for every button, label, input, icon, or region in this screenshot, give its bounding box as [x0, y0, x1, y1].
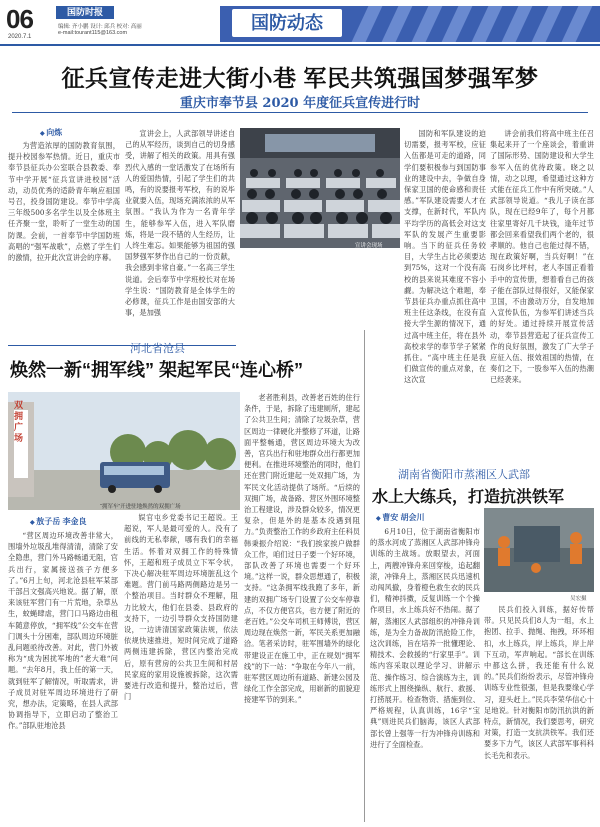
story2-photo [8, 392, 240, 510]
lead-column-4: 国防和军队建设的迫切需要，报考军校，应征入伍都是可走的道路，同学们要积极参与到国防事业的建设中去，争做自身保家卫国的使命感和责任感。”军队建设需要人才在支撑，在新时代，军队内平均学历的高低会对这支军队的发展产生重要影响。当下的征兵任务较目，大学生占比必须要达到75%，这对一个没有高校的县来说其难度不容小觑。为解决这个难题，奉节县征兵办重点抓住高中班主任这条线，在没有直接大学生源的情况下，通过高中班主任，将在县外高校求学的奉节学子紧紧抓住。“高中班主任是我们做宣传的重点对象，在这次宣 [404, 129, 486, 385]
story3-photo [484, 508, 594, 592]
lead-photo-caption: 宣讲会现场 [355, 243, 383, 249]
lead-column-2: 宣讲会上，人武部领导讲述自己的从军经历，谈到自己的切身感受，讲解了相关的政策。用具有强烈代入感的一堂话激发了在场所有人的爱国热情，引起了学生们的共鸣，有的说要报考军校，有的说毕业就要入伍，现场充满浓浓的从军氛围。“我认为作为一名青年学生，能够参军入伍，进入军队磨炼，将是一段不错的人生经历，让人终生难忘。如果能够为祖国的强国梦强军梦作出自己的一份贡献，我会感到非常自豪。”一名高三学生说道。会后奉节中学班校长对在场学生说：“国防教育是全体学生的必修课，征兵工作是由国安部的大事，是加强 [125, 129, 235, 318]
story2-headline: 焕然一新“拥军线” 架起军民“连心桥” [10, 360, 303, 380]
story3-byline: ◆ 曹安 胡会川 [376, 512, 425, 523]
issue-date: 2020.7.1 [8, 34, 32, 40]
column-divider [364, 330, 365, 822]
paper-logo: 国防时报 [56, 6, 114, 19]
contact-email: e-mail:tourant115@163.com [58, 30, 128, 36]
story2-column-3: 老者胜利县，改善老百姓的住行条件，于是，拆除了违建厕所，建起了公共卫生间；清除了垃圾杂草，营区周边一律硬化并整修了环道，让路面平整畅通，营区周边环境大为改善，官兵出行和驻地群众出行都更加便利。在推进环境整治的同时，他们还在营门附近建起一处双拥广场，为军民文化活动提供了场所。“后续的双拥广场，战备路、营区外围环境整治工程建设，涉及群众较多，情况更复杂，但是外的是基本没遇到阻力。”负责整治工作的乡政府主任科员韩秉振介绍说：“我们挨家挨户做群众工作，咱们过日子要一个好环境，部队改善了环境也需要一个好环境。”这样一说，群众思想通了，积极支持。“这条拥军线我跑了多年，新建的双拥广场专门设置了公交车停靠点，不仅方便官兵，也方便了附近的老百姓。”公交车司机王师傅说，营区周边现在焕然一新，军民关系更加融洽。笔者采访时，驻军围墙外的绿化带建设正在施工中，正在规划“拥军线”的下一站：“争取在今年八一前，驻军营区周边所有道路、新建公园及绿化工作全部完成，用崭新的面貌迎接建军节的到来。” [244, 393, 360, 705]
square-sign: 双拥广场 [14, 400, 24, 443]
story2-photo-caption: “拥军车”开进驻地焕然的双拥广场 [100, 504, 181, 510]
story2-byline: ◆ 敖子岳 李金良 [30, 516, 87, 527]
header-rule [0, 44, 600, 46]
story2-kicker: 河北省沧县 [130, 343, 185, 355]
lead-column-5: 讲会前我们将高中班主任召集起来开了一个座谈会，着重讲了国际形势、国防建设和大学生参军入伍的优待政策。晓之以情，动之以理，希望通过这种方式能在征兵工作中有所突破。”人武部领导说道。“我儿子读在部队，现在已经9年了，每个月都往家里寄好几千块钱，逢年过节都会回来看望我们两个老的，很孝顺的。他自己也能过得不错，现在政策好啊，当兵好啊！”在石岗乡比坪村，老人李国正看着手中的宣传册，想着看自己的孩子能在部队过得很好，又能保家卫国，不由激动万分，自发地加入宣传队伍，为参军们讲述当兵的好处。通过持续开展宣传活动，奉节县营造起了征兵宣传工作的良好氛围，激发了广大学子应征入伍、报效祖国的热情，在奏们之下，一股参军入伍的热潮已经袭来。 [490, 129, 594, 385]
story2-column-1: “营区周边环境改善非常大，围墙外垃圾乱堆得清清，清除了安全隐患，营门外马路畅通无阻，官兵出行，家属接送孩子方便多了。”6月上旬，河北沧县驻军某部干部吕文强高兴地说。据了解，原来该驻军营门有一片荒地，杂草丛生，蚊蝇肆虐，营门口马路边由租车随意停放，“拥军线”公交车在营门调头十分困难，部队周边环境脏乱问题亟待改善。对此，营门外被称为“成为困扰军地的”老大难“问题。“去年8月，我上任的第一天，就到驻军了解情况，听取需求，讲子成员对驻军周边环境进行了研究，想办法，定策略，在县人武部协调指导下，立即启动了整治工作。”部队驻地沧县 [8, 531, 118, 731]
page-number: 06 [6, 4, 33, 34]
section-title: 国防动态 [232, 9, 342, 37]
story3-column-1: 6月10日，位于湖南省衡阳市的蒸水河成了蒸湘区人武部冲锋舟训练的主战场。放眼望去，河面上，两艘冲锋舟来回穿梭，追起翻滚，冲锋舟上，蒸湘区民兵迅速机动闯风撤，身着橙色救生衣的民兵们，精神抖擞，反复训练一个个操作项目，水上练兵好不热闹。据了解，蒸湘区人武部组织的冲锋舟训练，是为全力备战防汛抢险工作，这次训练，旨在培养一批懂理论、精技术、会救援的“行家里手”。训练内容采取以理论学习、讲解示范、操作练习、综合演练为主，训练形式上围绕操纵、航行、救援、打捞展开。检查物资、措施到位、严格规程，认真训练，16字“宝典”则进民兵们脑海，该区人武部部长曾上强等一行为冲锋舟训练和进行了全面检查。 [370, 527, 480, 749]
lead-byline: ◆ 向炼 [40, 127, 62, 138]
staff-credits: 编辑: 齐小鹏 设计: 邱兵 校对: 高丽 [58, 24, 142, 30]
story3-photo-caption: 吴宏摄 [570, 596, 587, 602]
lead-rule [12, 112, 588, 113]
lead-column-1: 为营造浓厚的国防教育氛围，提升校园参军热情。近日，重庆市奉节县征兵办公室联合县教委、奉节中学开展“征兵宣讲进校园”活动，动员优秀的适龄青年响应祖国号召，投身国防建设。奉节中学高三年级500多名学生以及全体班主任齐聚一堂，聆听了一堂生动的国防课。会前，一首奉节中学国防班高唱的“强军战歌”，点燃了学生们的激情，拉开此次宣讲会的序幕。 [8, 141, 120, 263]
story3-headline: 水上大练兵，打造抗洪铁军 [372, 489, 565, 506]
square-bus-illustration [8, 392, 240, 510]
story3-kicker: 湖南省衡阳市蒸湘区人武部 [398, 469, 530, 481]
story3-column-2: 民兵们投入训练，据好传帮带。只见民兵们8人为一组，水上抱团、拉手、抛绳、拖拽，环环相扣，水上练兵，岸上练兵，岸上岸下互动，军声响起。“部长在训练中都这么拼，我还能有什么说的。”民兵们纷纷表示，尽管冲锋舟训练专业性很强，但是我要缘心学习，迎头赶上。”民兵李荣华信心十足地说。针对衡阳市防汛抗洪的新特点，新情况，我们要思考，研究对策，打造一支抗洪铁军。我们还要多下力气，该区人武部军事科科长毛先和表示。 [484, 605, 594, 760]
classroom-illustration [240, 128, 400, 248]
lead-subheadline: 重庆市奉节县 2020 年度征兵宣传进行时 [179, 96, 421, 111]
lead-photo [240, 128, 400, 248]
story2-rule [8, 345, 236, 346]
lead-headline: 征兵宣传走进大街小巷 军民共筑强国梦强军梦 [61, 65, 539, 91]
story2-column-2: 娱官屯乡党委书记王超说。王超说，军人是最可爱的人。没有了前线的无私奉献，哪有我们的幸福生活。怀着对双拥工作的特殊情怀，王超和班子成员立下军令状，下决心解决驻军周边环境脏乱这个难题。营门前马路两侧路边是另一个整治项目。当时群众不理解，阻力比较大，他们在县委、县政府的支持下，一边引导群众支持国防建设，一边讲清国家政策法规，依法依规快速推进，短时间完成了道路两侧违建拆除，营区内整治完成后，原有营房的公共卫生间和村居民家庭的家用设施被拆除，这次需要进行改造和提升，整治过后，营门 [124, 513, 238, 702]
boat-training-illustration [484, 508, 594, 592]
